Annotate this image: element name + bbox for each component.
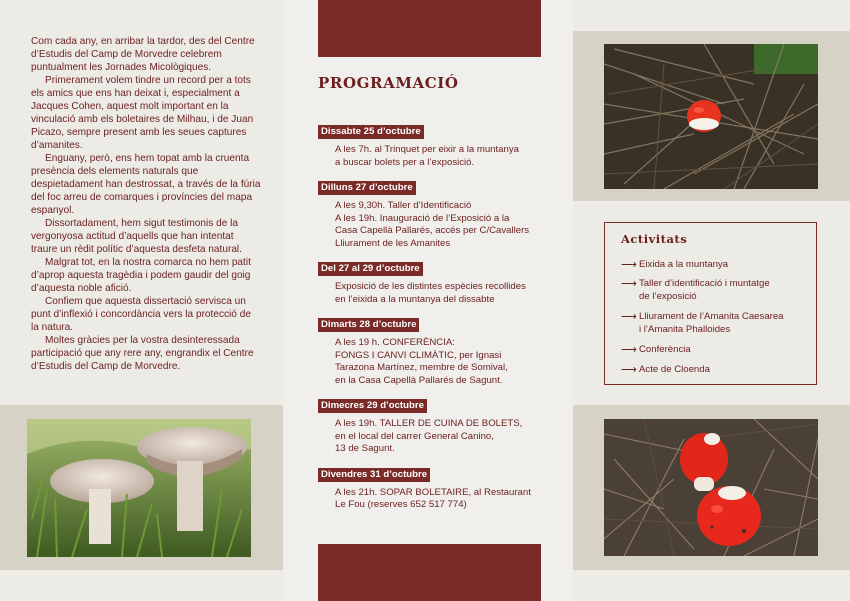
- top-accent-bar: [318, 0, 541, 57]
- event-line: A les 7h. al Trinquet per eixir a la muntanya: [335, 144, 519, 155]
- activity-item: ⟶ Conferència: [621, 344, 691, 356]
- intro-paragraph: Dissortadament, hem sigut testimonis de la vergonyosa actitud d’aquells que han intentat traure un rèdit polític d’aquesta desfeta natural.: [31, 218, 242, 255]
- schedule-day: [318, 314, 553, 387]
- event-line: en la Casa Capellà Pallarés de Sagunt.: [335, 374, 503, 386]
- event-line: A les 9,30h. Taller d’Identificació: [335, 200, 472, 211]
- activity-item: ⟶ Eixida a la muntanya: [621, 259, 729, 271]
- day-label: Dimecres 29 d’octubre: [318, 399, 427, 413]
- intro-text: [31, 35, 261, 373]
- mushroom-grass-photo: [27, 419, 251, 557]
- bottom-accent-bar: [318, 544, 541, 601]
- day-label: Dimarts 28 d’octubre: [318, 318, 419, 332]
- intro-paragraph: Com cada any, en arribar la tardor, des del Centre d’Estudis del Camp de Morvedre celebrem puntualment les Jornades Micològiques.: [31, 36, 255, 73]
- event-line: a buscar bolets per a l’exposició.: [335, 156, 475, 168]
- activity-item: ⟶ Taller d’identificació i muntatge de l’exposició: [621, 278, 770, 302]
- event-line: Tarazona Martínez, membre de Somival,: [335, 362, 508, 373]
- event-line: FONGS I CANVI CLIMÀTIC, per Ignasi: [335, 349, 502, 361]
- event-line: A les 21h. SOPAR BOLETAIRE, al Restaurant: [335, 486, 531, 498]
- event-line: Exposició de les distintes espècies recollides: [335, 281, 526, 292]
- day-label: Divendres 31 d’octubre: [318, 468, 430, 482]
- intro-paragraph: Malgrat tot, en la nostra comarca no hem patit d’aprop aquesta tragèdia i podem gaudir del goig d’aquesta noble afició.: [31, 257, 251, 294]
- activities-box: [604, 222, 817, 385]
- event-line: Casa Capellà Pallarés, accés per C/Cavallers: [335, 225, 530, 236]
- arrow-right-icon: ⟶: [621, 344, 637, 356]
- schedule-day: [318, 177, 553, 250]
- arrow-right-icon: ⟶: [621, 311, 637, 323]
- schedule-day: [318, 121, 553, 169]
- day-label: Del 27 al 29 d’octubre: [318, 262, 423, 276]
- event-line: en l’eixida a la muntanya del dissabte: [335, 293, 495, 305]
- activities-title: Activitats: [621, 232, 688, 246]
- arrow-right-icon: ⟶: [621, 364, 637, 376]
- event-line: 13 de Sagunt.: [335, 443, 395, 454]
- intro-paragraph: Enguany, però, ens hem topat amb la cruenta presència dels elements naturals que despietadament han destrossat, a través de la fúria del foc arreu de comarques i províncies del mapa espanyol.: [31, 153, 261, 216]
- amanita-pine-needles-photo: [604, 44, 818, 189]
- arrow-right-icon: ⟶: [621, 278, 637, 290]
- schedule-day: [318, 395, 553, 456]
- two-amanitas-photo: [604, 419, 818, 556]
- activity-item: ⟶ Acte de Cloenda: [621, 364, 710, 376]
- event-line: Le Fou (reserves 652 517 774): [335, 499, 467, 510]
- event-line: A les 19h. Inauguració de l’Exposició a la: [335, 212, 510, 224]
- intro-paragraph: Moltes gràcies per la vostra desinteressada participació que any rere any, engrandix el Centre d’Estudis del Camp de Morvedre.: [31, 335, 254, 372]
- activity-item: ⟶ Lliurament de l’Amanita Caesarea i l’Amanita Phalloides: [621, 311, 784, 335]
- arrow-right-icon: ⟶: [621, 259, 637, 271]
- event-line: A les 19h. TALLER DE CUINA DE BOLETS,: [335, 418, 523, 429]
- event-line: A les 19 h. CONFERÈNCIA:: [335, 337, 455, 348]
- day-label: Dilluns 27 d’octubre: [318, 181, 416, 195]
- program-title: PROGRAMACIÓ: [318, 74, 459, 92]
- program-schedule: [318, 121, 553, 520]
- event-line: Lliurament de les Amanites: [335, 237, 451, 249]
- event-line: en el local del carrer General Canino,: [335, 430, 494, 442]
- day-label: Dissabte 25 d’octubre: [318, 125, 424, 139]
- schedule-day: [318, 258, 553, 306]
- intro-paragraph: Confiem que aquesta dissertació servisca un punt d’inflexió i concordància vers la protecció de la natura.: [31, 296, 251, 333]
- schedule-day: [318, 464, 553, 512]
- intro-paragraph: Primerament volem tindre un record per a tots els amics que ens han deixat i, especialment a Jacques Cohen, aquest molt important en la vinculació amb els boletaires de Milhau, i de Juan Picazo, sempre present amb les seues captures d’amanites.: [31, 75, 254, 151]
